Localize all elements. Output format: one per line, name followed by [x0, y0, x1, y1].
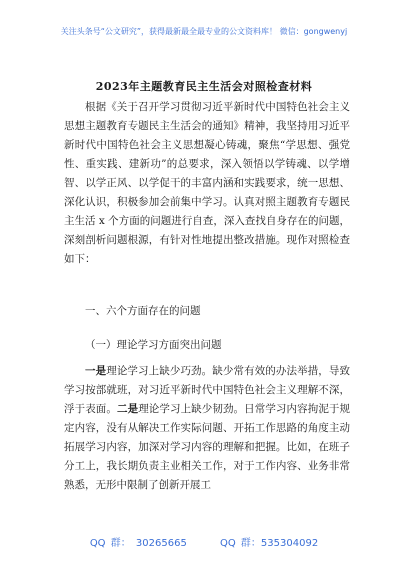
section-heading-1: 一、六个方面存在的问题	[85, 305, 201, 317]
point-2-text: 理论学习上缺少韧劲。日常学习内容拘泥于规定内容，没有从解决工作实际问题、开拓工作思路的角度主动拓展学习内容，加深对学习内容的理解和把握。比如，在班子分工上，我长期负责主业相关工作，对于工作内容、业务非常熟悉，无形中限制了创新开展工	[64, 403, 351, 491]
footer-contacts	[0, 534, 408, 549]
point-2-lead: 二是	[116, 403, 139, 415]
problem-paragraph	[64, 362, 350, 495]
footer-qq-group-1: QQ 群： 30265665	[89, 538, 187, 549]
subsection-heading-1: （一）理论学习方面突出问题	[85, 339, 222, 351]
footer-qq-group-2: QQ 群：535304092	[220, 538, 319, 549]
point-1-text: 理论学习上缺少巧劲。缺少常有效的办法举措，导致学习按部就班，对习近平新时代中国特色社会主义理解不深，浮于表面。	[64, 365, 351, 415]
intro-paragraph: 根据《关于召开学习贯彻习近平新时代中国特色社会主义思想主题教育专题民主生活会的通知》精神，我坚持用习近平新时代中国特色社会主义思想凝心铸魂，聚焦“学思想、强党性、重实践、建新功”的总要求，深入领悟以学铸魂、以学增智、以学正风、以学促干的丰富内涵和实践要求，统一思想、深化认识，积极参加会前集中学习。认真对照主题教育专题民主生活 x 个方面的问题进行自查，深入查找自身存在的问题，深刻剖析问题根源，有针对性地提出整改措施。现作对照检查如下：	[64, 101, 350, 265]
document-title: 2023年主题教育民主生活会对照检查材料	[95, 80, 313, 93]
header-banner: 关注头条号“公文研究”，获得最新最全最专业的公文资料库！ 微信：gongwenyj	[60, 27, 348, 36]
point-1-lead: 一是	[85, 365, 107, 377]
